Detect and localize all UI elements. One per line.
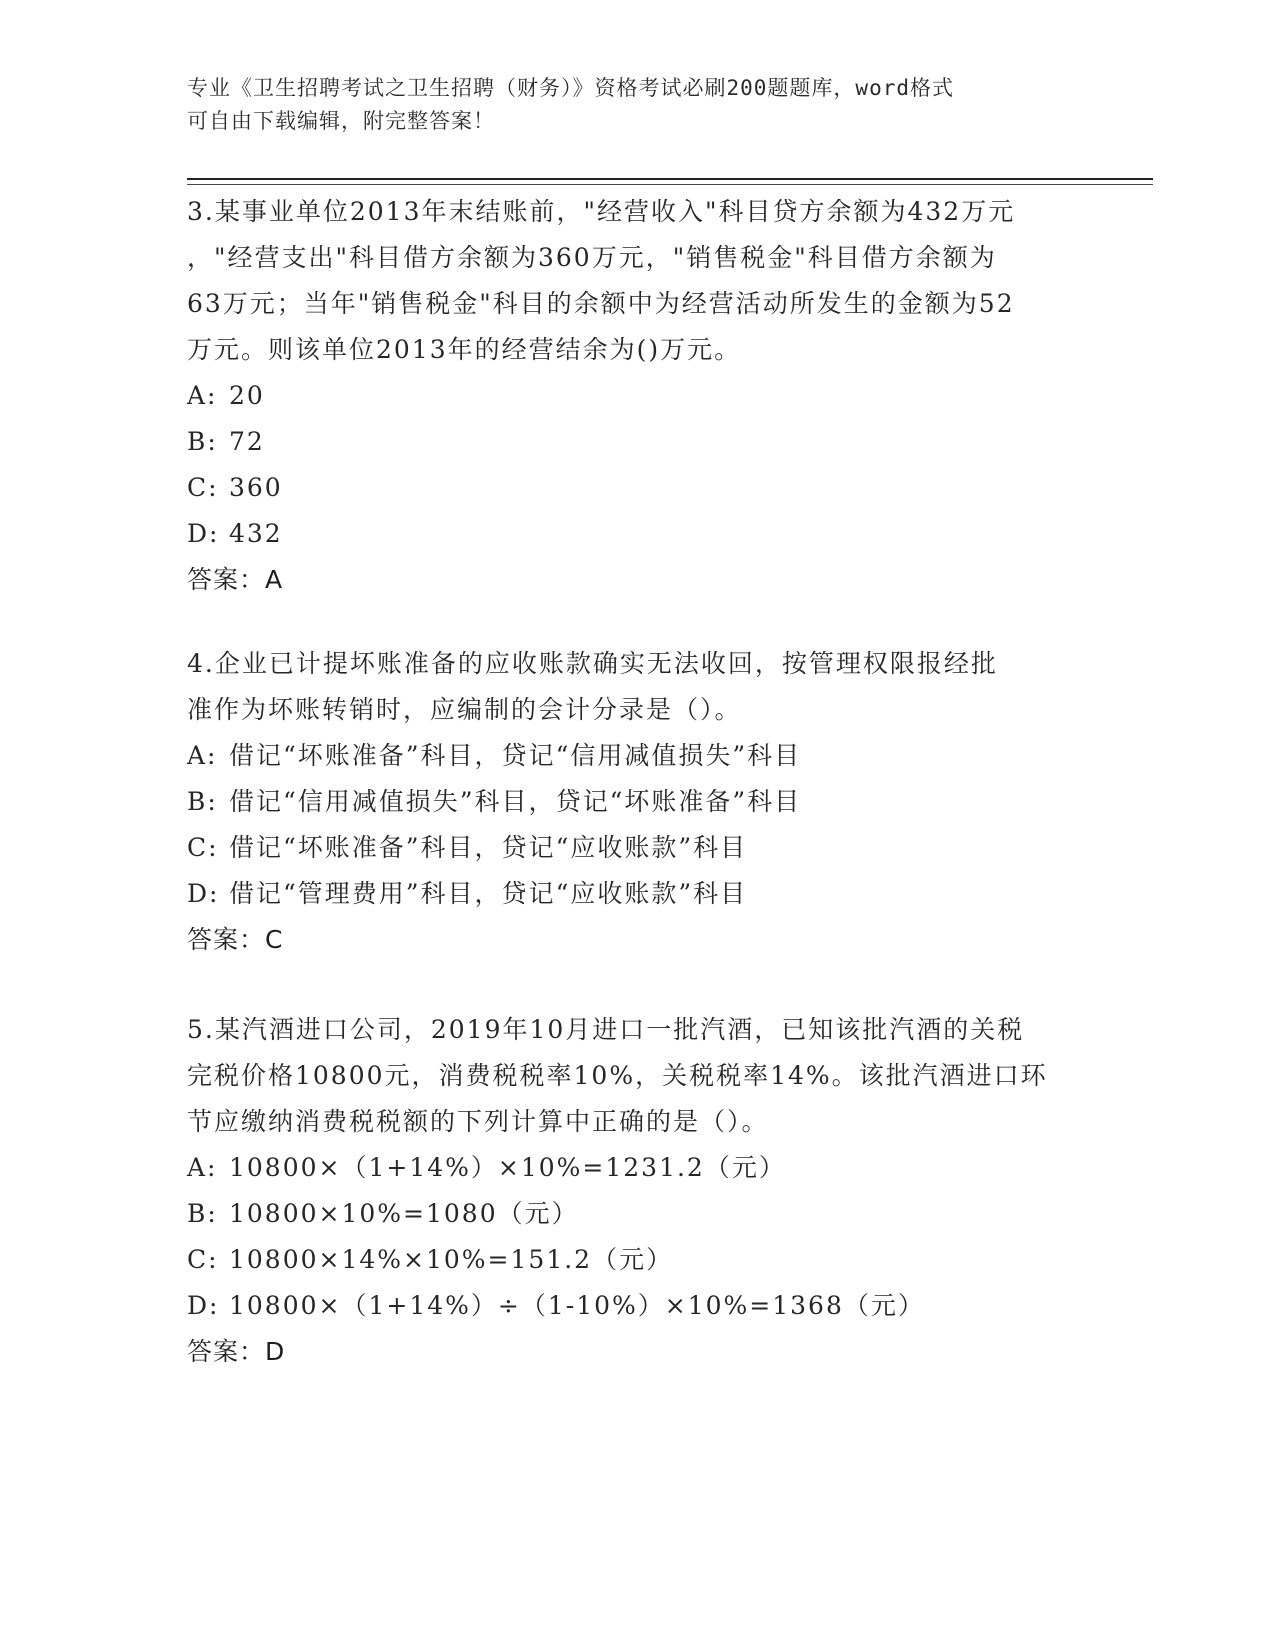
option-key: A: (187, 1153, 218, 1182)
option-text: 432 (229, 519, 283, 548)
question-5 (187, 1007, 1087, 1375)
option-d (187, 871, 1087, 917)
answer-label: 答案：C (187, 925, 284, 954)
question-line: 节应缴纳消费税税额的下列计算中正确的是（）。 (187, 1107, 769, 1136)
option-key: C: (187, 473, 219, 502)
option-c (187, 465, 1087, 511)
option-d (187, 511, 1087, 557)
option-key: C: (187, 1245, 219, 1274)
question-line: 63万元；当年"销售税金"科目的余额中为经营活动所发生的金额为52 (187, 289, 1015, 318)
option-key: C: (187, 833, 219, 862)
option-a (187, 1145, 1087, 1191)
question-line: 3.某事业单位2013年末结账前，"经营收入"科目贷方余额为432万元 (187, 197, 1016, 226)
option-key: B: (187, 787, 218, 816)
question-stem (187, 189, 1087, 373)
option-text: 10800×14%×10%=151.2（元） (229, 1245, 674, 1274)
option-key: B: (187, 1199, 218, 1228)
option-key: B: (187, 427, 218, 456)
option-b (187, 779, 1087, 825)
option-key: D: (187, 879, 220, 908)
header-divider (187, 178, 1153, 180)
option-c (187, 1237, 1087, 1283)
option-key: A: (187, 381, 218, 410)
question-stem (187, 641, 1087, 733)
question-line: 准作为坏账转销时，应编制的会计分录是（）。 (187, 695, 742, 724)
option-text: 借记“坏账准备”科目，贷记“信用减值损失”科目 (229, 741, 802, 770)
header-divider-thin (187, 184, 1153, 185)
question-line: 5.某汽酒进口公司，2019年10月进口一批汽酒，已知该批汽酒的关税 (187, 1015, 1025, 1044)
option-d (187, 1283, 1087, 1329)
option-text: 20 (229, 381, 265, 410)
option-text: 10800×（1+14%）÷（1-10%）×10%=1368（元） (229, 1291, 925, 1320)
option-text: 72 (229, 427, 265, 456)
option-key: D: (187, 519, 220, 548)
question-stem (187, 1007, 1087, 1145)
option-text: 10800×10%=1080（元） (229, 1199, 579, 1228)
question-line: 4.企业已计提坏账准备的应收账款确实无法收回，按管理权限报经批 (187, 649, 998, 678)
option-text: 借记“信用减值损失”科目，贷记“坏账准备”科目 (229, 787, 802, 816)
question-line: ，"经营支出"科目借方余额为360万元，"销售税金"科目借方余额为 (187, 243, 997, 272)
option-b (187, 419, 1087, 465)
option-b (187, 1191, 1087, 1237)
option-text: 360 (229, 473, 283, 502)
question-line: 完税价格10800元，消费税税率10%，关税税率14%。该批汽酒进口环 (187, 1061, 1048, 1090)
document-header (187, 72, 1087, 138)
option-a (187, 373, 1087, 419)
option-c (187, 825, 1087, 871)
header-line: 专业《卫生招聘考试之卫生招聘（财务）》资格考试必刷200题题库，word格式 (187, 76, 954, 100)
option-key: A: (187, 741, 218, 770)
question-3 (187, 189, 1087, 603)
question-line: 万元。则该单位2013年的经营结余为()万元。 (187, 335, 742, 364)
answer-label: 答案：A (187, 565, 284, 594)
answer-label: 答案：D (187, 1337, 286, 1366)
option-text: 10800×（1+14%）×10%=1231.2（元） (229, 1153, 786, 1182)
option-text: 借记“管理费用”科目，贷记“应收账款”科目 (229, 879, 748, 908)
option-key: D: (187, 1291, 220, 1320)
option-text: 借记“坏账准备”科目，贷记“应收账款”科目 (229, 833, 748, 862)
header-line: 可自由下载编辑，附完整答案！ (187, 109, 495, 133)
question-4 (187, 641, 1087, 963)
option-a (187, 733, 1087, 779)
